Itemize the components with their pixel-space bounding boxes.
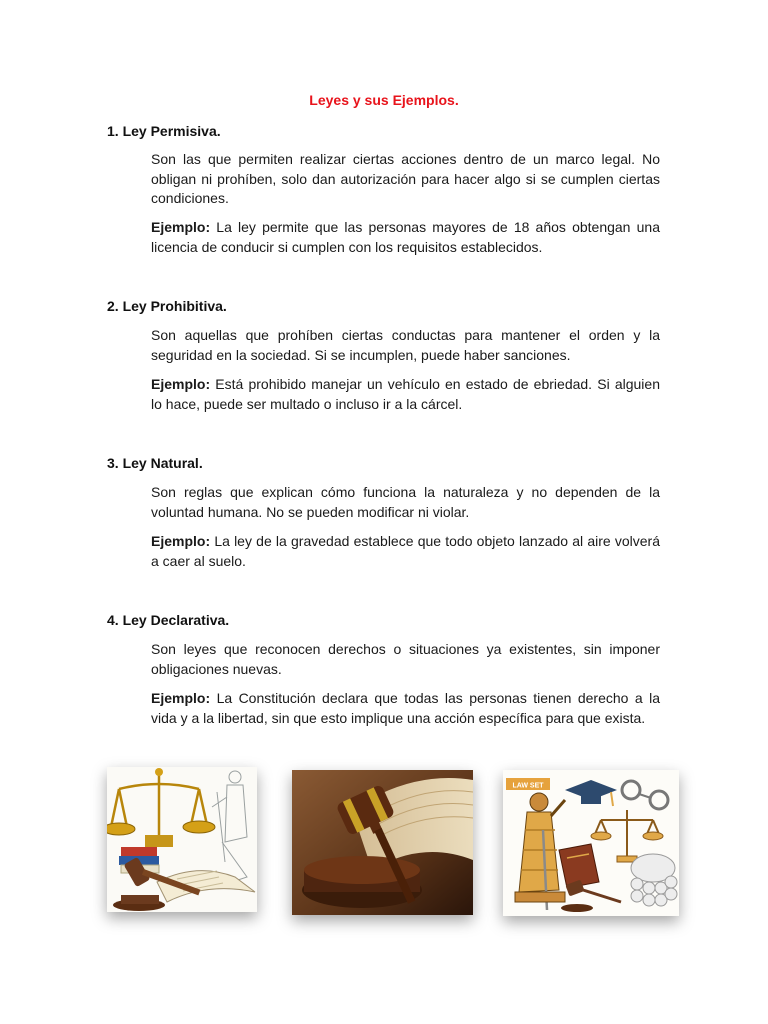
example-text: Está prohibido manejar un vehículo en estado de ebriedad. Si alguien lo hace, puede ser multado o incluso ir a la cárcel. (151, 376, 660, 412)
gavel-icon (292, 770, 473, 915)
section-definition-natural: Son reglas que explican cómo funciona la naturaleza y no dependen de la voluntad humana. No se pueden modificar ni violar. (151, 484, 660, 520)
example-label: Ejemplo: (151, 690, 211, 706)
section-definition-prohibitiva: Son aquellas que prohíben ciertas conductas para mantener el orden y la seguridad en la sociedad. Si se incumplen, puede haber sanciones. (151, 327, 660, 363)
section-example-permisiva (151, 218, 660, 257)
scales-icon (107, 767, 257, 912)
section-heading-natural: 3. Ley Natural. (107, 455, 203, 471)
scales-gavel-book-illustration (107, 767, 257, 912)
section-heading-permisiva: 1. Ley Permisiva. (107, 123, 221, 139)
section-heading-prohibitiva: 2. Ley Prohibitiva. (107, 298, 227, 314)
section-definition-declarativa: Son leyes que reconocen derechos o situaciones ya existentes, sin imponer obligaciones nuevas. (151, 641, 660, 677)
section-example-declarativa (151, 689, 660, 728)
lady-justice-law-set-illustration (503, 770, 679, 916)
section-heading-declarativa: 4. Ley Declarativa. (107, 612, 230, 628)
lady-justice-icon (503, 770, 679, 916)
gavel-book-photo (292, 770, 473, 915)
section-definition-permisiva: Son las que permiten realizar ciertas acciones dentro de un marco legal. No obligan ni prohíben, solo dan autorización para hacer algo si se cumplen ciertas condiciones. (151, 151, 660, 206)
example-label: Ejemplo: (151, 376, 211, 392)
example-text: La ley de la gravedad establece que todo objeto lanzado al aire volverá a caer al suelo. (151, 533, 660, 569)
law-set-badge: LAW SET (512, 782, 544, 790)
example-label: Ejemplo: (151, 219, 211, 235)
example-label: Ejemplo: (151, 533, 211, 549)
section-example-natural (151, 532, 660, 571)
example-text: La Constitución declara que todas las personas tienen derecho a la vida y a la libertad, sin que esto implique una acción específica para que exista. (151, 690, 660, 726)
section-example-prohibitiva (151, 375, 660, 414)
example-text: La ley permite que las personas mayores de 18 años obtengan una licencia de conducir si cumplen con los requisitos establecidos. (151, 219, 660, 255)
document-title: Leyes y sus Ejemplos. (309, 92, 459, 108)
